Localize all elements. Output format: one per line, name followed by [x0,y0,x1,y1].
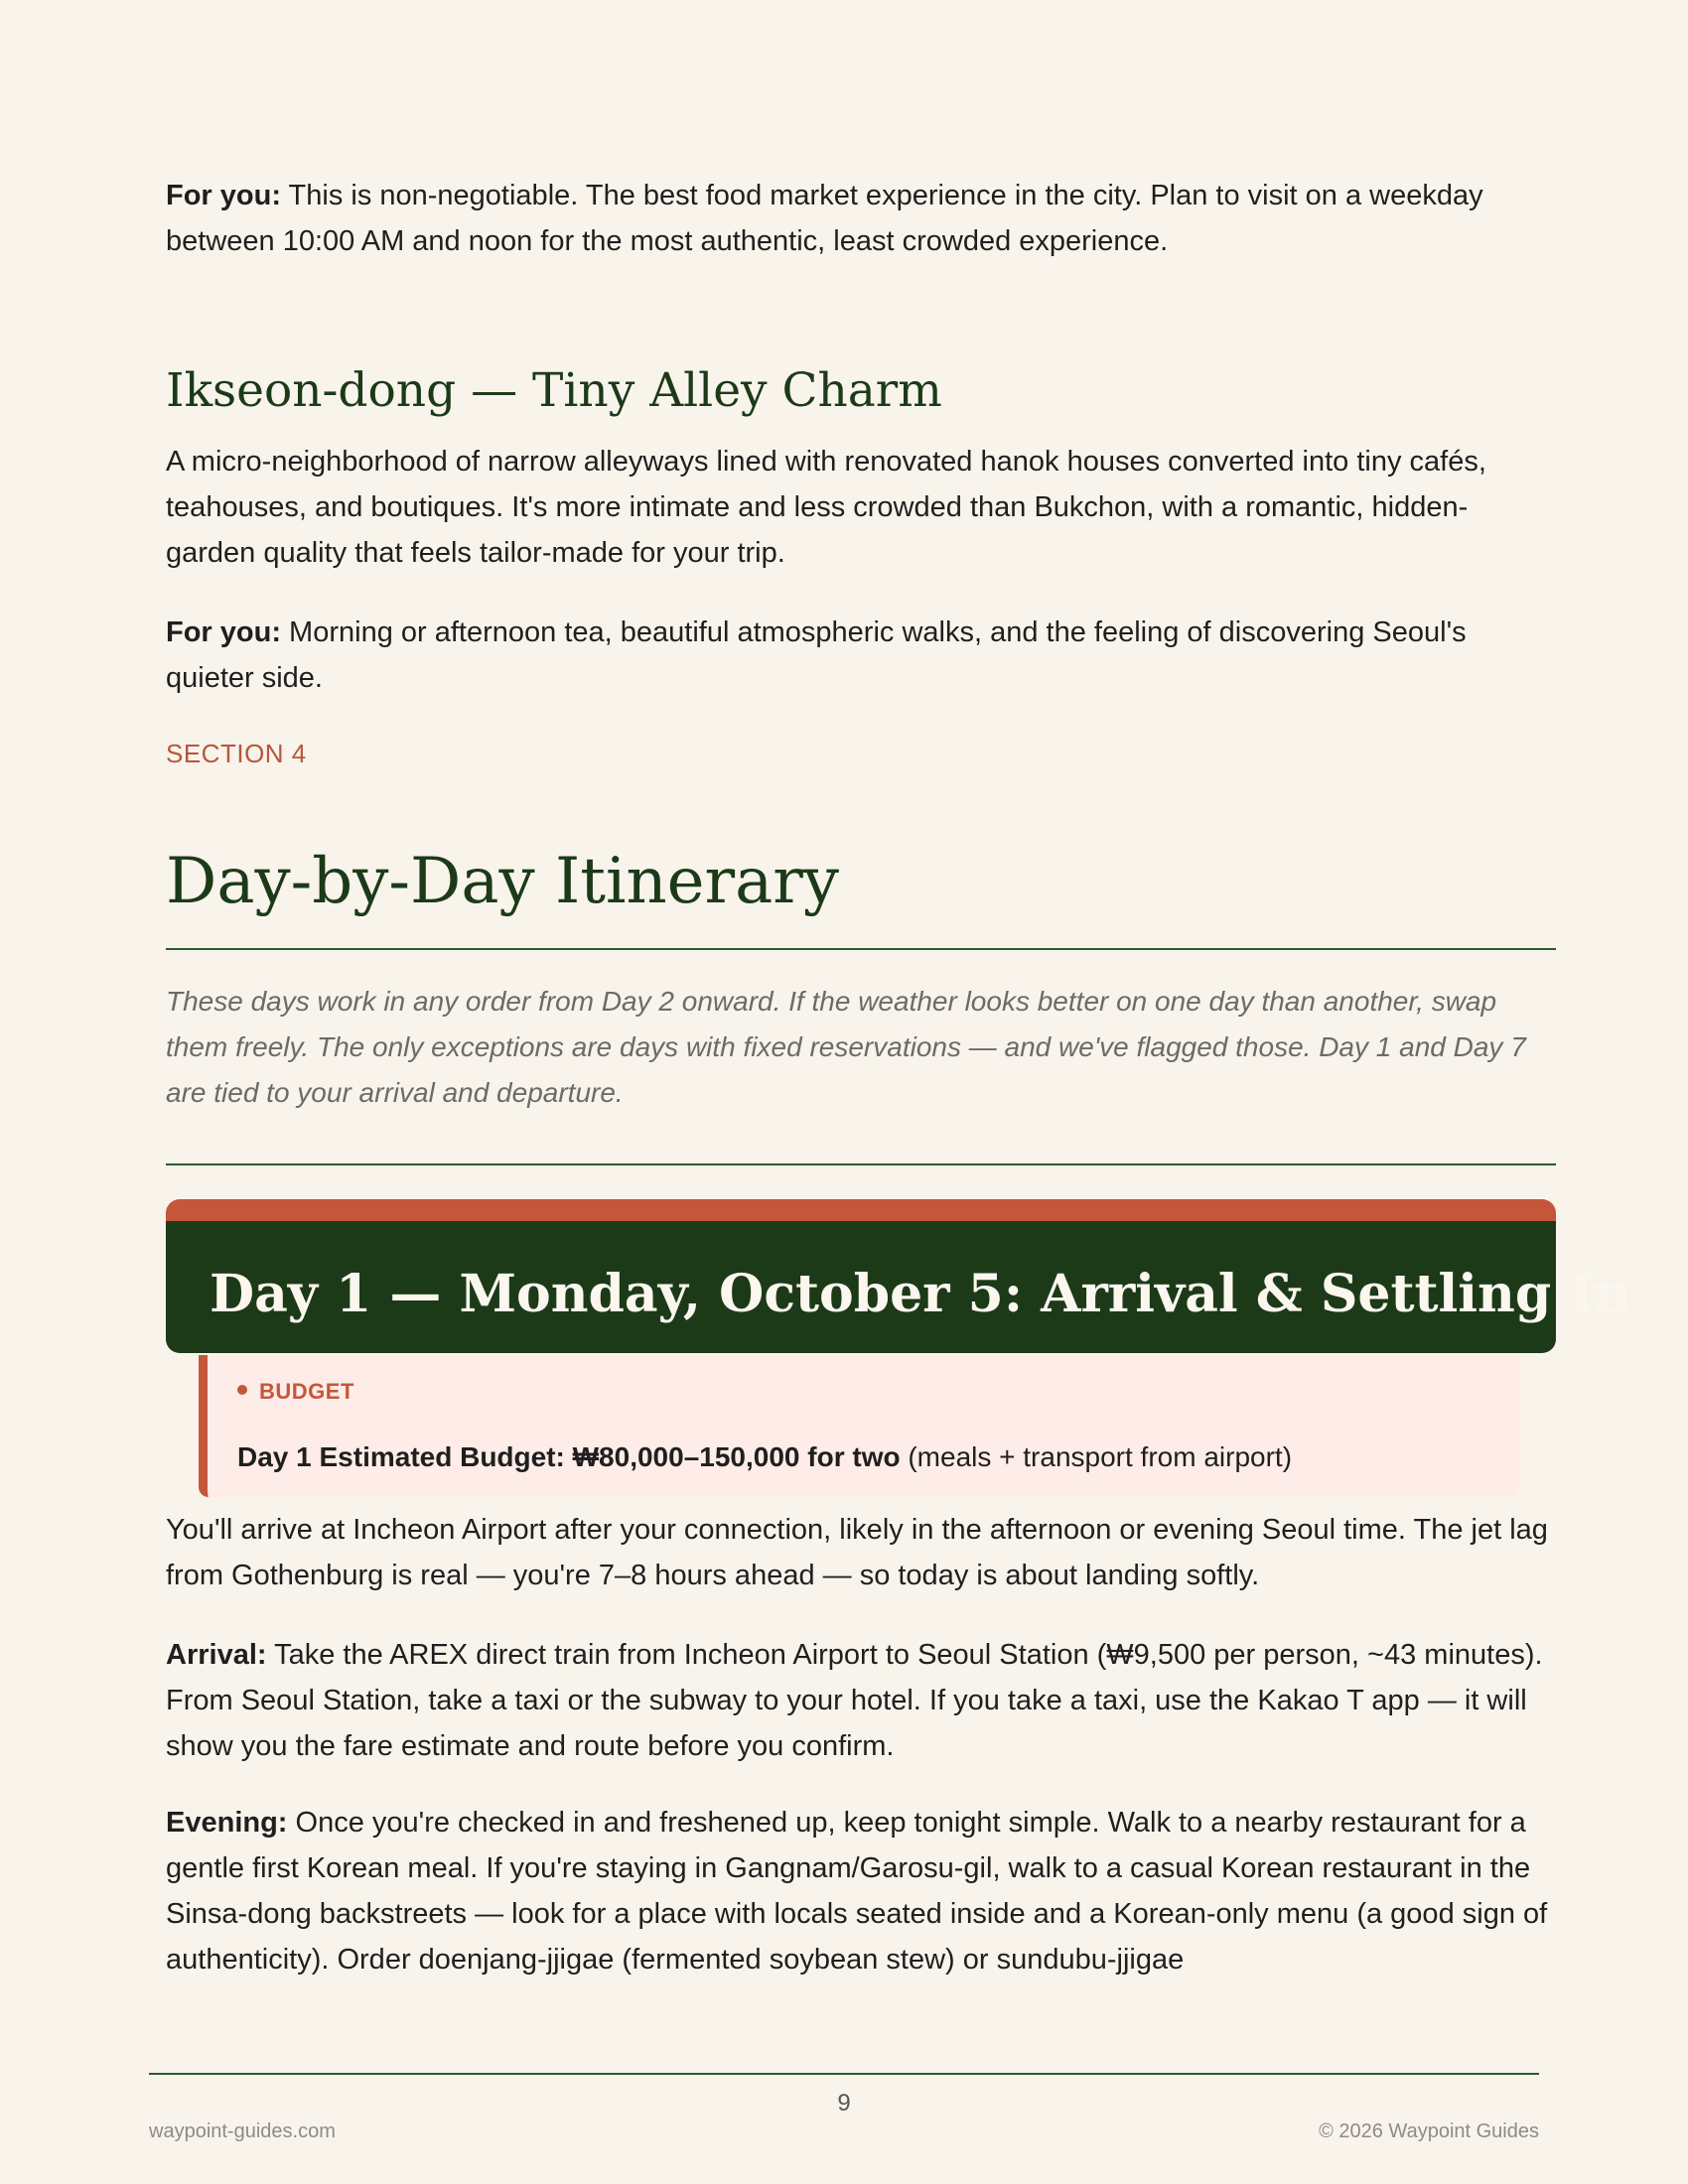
bullet-dot-icon [237,1385,247,1395]
for-you-text: This is non-negotiable. The best food market experience in the city. Plan to visit on a weekday between 10:00 AM and noon for the most authentic, least crowded experience. [166,180,1483,257]
footer-divider [149,2073,1539,2075]
evening-text: Once you're checked in and freshened up, keep tonight simple. Walk to a nearby restaurant for a gentle first Korean meal. If you're staying in Gangnam/Garosu-gil, walk to a casual Korean restaurant in the Sinsa-dong backstreets — look for a place with locals seated inside and a Korean-only menu (a good sign of authenticity). Order doenjang-jjigae (fermented soybean stew) or sundubu-jjigae [166,1807,1548,1976]
section-label: SECTION 4 [166,739,307,768]
divider [166,1163,1556,1165]
budget-text [237,1437,1292,1477]
budget-label: BUDGET [237,1377,354,1407]
day-1-intro: You'll arrive at Incheon Airport after your connection, likely in the afternoon or evening Seoul time. The jet lag from Gothenburg is real — you're 7–8 hours ahead — so today is about landing softly. [166,1514,1548,1591]
section-title: Day-by-Day Itinerary [166,845,840,918]
day-1-header-card [166,1199,1631,1353]
divider [166,948,1556,950]
evening-label: Evening: [166,1807,288,1839]
page-number: 9 [837,2090,851,2116]
ikseon-body: A micro-neighborhood of narrow alleyways lined with renovated hanok houses converted into tiny cafés, teahouses, and boutiques. It's more intimate and less crowded than Bukchon, with a romantic, hidden-garden quality that feels tailor-made for your trip. [166,446,1486,569]
ikseon-heading: Ikseon-dong — Tiny Alley Charm [166,363,942,418]
footer-site: waypoint-guides.com [149,2120,336,2142]
budget-note: (meals + transport from airport) [900,1441,1293,1472]
food-market-for-you [166,173,1556,264]
section-intro: These days work in any order from Day 2 onward. If the weather looks better on one day than another, swap them freely. The only exceptions are days with fixed reservations — and we've flagged those. Day 1 and Day 7 are tied to your arrival and departure. [166,986,1526,1108]
footer-copyright: © 2026 Waypoint Guides [1319,2120,1539,2142]
budget-callout [199,1355,1520,1497]
day-1-arrival [166,1632,1556,1769]
for-you-text: Morning or afternoon tea, beautiful atmospheric walks, and the feeling of discovering Seoul's quieter side. [166,616,1467,694]
day-1-evening [166,1800,1556,1982]
for-you-label: For you: [166,180,281,211]
arrival-label: Arrival: [166,1639,267,1671]
for-you-label: For you: [166,616,281,648]
arrival-text: Take the AREX direct train from Incheon Airport to Seoul Station (₩9,500 per person, ~43 minutes). From Seoul Station, take a taxi or the subway to your hotel. If you take a taxi, use the Kakao T app — it will show you the fare estimate and route before you confirm. [166,1639,1543,1762]
budget-amount: Day 1 Estimated Budget: ₩80,000–150,000 for two [237,1441,901,1472]
day-1-title: Day 1 — Monday, October 5: Arrival & Settling In [210,1264,1631,1324]
ikseon-for-you [166,610,1556,701]
